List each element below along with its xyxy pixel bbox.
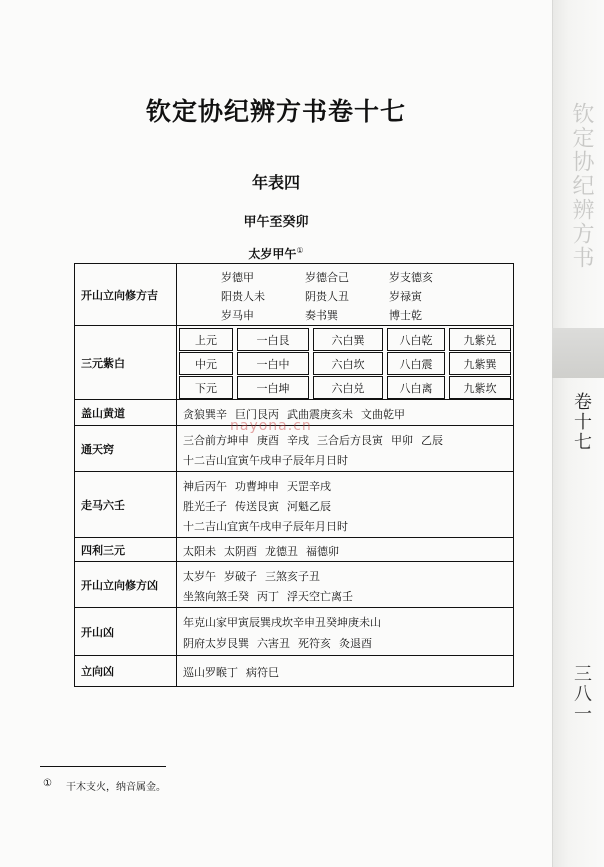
entry: 河魁乙辰: [287, 500, 331, 513]
entry: 福德卯: [306, 545, 339, 558]
row-label: 开山立向修方凶: [75, 562, 177, 607]
row-content: [177, 538, 513, 561]
watermark: nayona.cn: [230, 418, 312, 434]
entry: 功曹坤申: [235, 480, 279, 493]
entry: 岁德甲: [221, 271, 254, 284]
entry: 六害丑: [257, 637, 290, 650]
entry: 三合前方坤申: [183, 434, 249, 447]
star-cell: 六白兑: [313, 376, 383, 399]
entry: 博士乾: [389, 309, 422, 322]
content-line: [183, 664, 287, 680]
entry: 巡山罗睺丁: [183, 666, 238, 679]
table-row: [75, 264, 513, 326]
star-cell: 六白坎: [313, 352, 383, 375]
entry: 坐煞向煞壬癸: [183, 590, 249, 603]
entry: 太阴酉: [224, 545, 257, 558]
content-line: [183, 432, 451, 448]
side-page-number: 三八一: [571, 664, 592, 724]
star-cell: 一白中: [237, 352, 309, 375]
row-content: [177, 562, 513, 607]
entry: 巨门艮丙: [235, 408, 279, 421]
row-label: 盖山黄道: [75, 400, 177, 425]
row-content: [177, 656, 513, 686]
entry: 胜光壬子: [183, 500, 227, 513]
content-line: [183, 568, 328, 584]
star-cell: 八白震: [387, 352, 445, 375]
row-label: 三元紫白: [75, 326, 177, 399]
star-cell: 一白艮: [237, 328, 309, 351]
entry: 浮天空亡离壬: [287, 590, 353, 603]
entry: 岁支德亥: [389, 271, 433, 284]
content-line: 年克山家甲寅辰巽戌坎辛申丑癸坤庚未山: [183, 616, 381, 629]
row-label: 立向凶: [75, 656, 177, 686]
star-cell: 九紫巽: [449, 352, 511, 375]
entry: 辛戌: [287, 434, 309, 447]
entry: 太岁午: [183, 570, 216, 583]
table-row: [75, 656, 513, 686]
content-line: [183, 635, 380, 651]
year-range-title: 甲午至癸卯: [243, 215, 309, 230]
entry: 庚酉: [257, 434, 279, 447]
row-label: 开山凶: [75, 608, 177, 655]
entry: 病符巳: [246, 666, 279, 679]
entry: 岁破子: [224, 570, 257, 583]
yuan-cell: 中元: [179, 352, 233, 375]
entry: 岁禄寅: [389, 290, 422, 303]
entry: 龙德丑: [265, 545, 298, 558]
entry: 文曲乾甲: [361, 408, 405, 421]
star-cell: 六白巽: [313, 328, 383, 351]
content-line: [183, 478, 339, 494]
row-label: 四利三元: [75, 538, 177, 561]
row-content: [177, 426, 513, 471]
star-cell: 八白乾: [387, 328, 445, 351]
content-line: [221, 269, 441, 285]
footnote-text: 干木支火，纳音属金。: [66, 782, 166, 793]
content-line: [183, 498, 339, 514]
section-title: 年表四: [251, 173, 300, 192]
content-line: [183, 588, 361, 604]
entry: 神后丙午: [183, 480, 227, 493]
row-label: 开山立向修方吉: [75, 264, 177, 325]
star-cell: 九紫坎: [449, 376, 511, 399]
row-content: [177, 326, 513, 399]
entry: 奏书巽: [305, 309, 338, 322]
entry: 丙丁: [257, 590, 279, 603]
entry: 传送艮寅: [235, 500, 279, 513]
entry: 岁马申: [221, 309, 254, 322]
side-volume: 卷十七: [571, 392, 592, 452]
footnote-mark: ①: [43, 778, 52, 789]
content-line: [221, 288, 430, 304]
entry: 岁德合己: [305, 271, 349, 284]
entry: 乙辰: [421, 434, 443, 447]
row-content: [177, 400, 513, 425]
entry: 阴贵人丑: [305, 290, 349, 303]
year-heading: [0, 245, 552, 262]
yuan-cell: 下元: [179, 376, 233, 399]
entry: 三煞亥子丑: [265, 570, 320, 583]
table-row: [75, 562, 513, 608]
row-label: 通天窍: [75, 426, 177, 471]
year-heading-text: 太岁甲午: [248, 247, 297, 261]
entry: 太阳未: [183, 545, 216, 558]
chapter-title: 钦定协纪辨方书卷十七: [145, 97, 406, 126]
entry: 武曲震庚亥未: [287, 408, 353, 421]
entry: 阴府太岁艮巽: [183, 637, 249, 650]
star-cell: 一白坤: [237, 376, 309, 399]
content-line: 十二吉山宜寅午戌申子辰年月日时: [183, 454, 348, 467]
almanac-table: [74, 263, 514, 687]
entry: 三合后方艮寅: [317, 434, 383, 447]
content-line: 十二吉山宜寅午戌申子辰年月日时: [183, 520, 348, 533]
entry: 甲卯: [391, 434, 413, 447]
entry: 灸退酉: [339, 637, 372, 650]
row-content: [177, 264, 513, 325]
table-row: [75, 538, 513, 562]
star-cell: 九紫兑: [449, 328, 511, 351]
star-cell: 八白离: [387, 376, 445, 399]
row-label: 走马六壬: [75, 472, 177, 537]
entry: 阳贵人未: [221, 290, 265, 303]
entry: 贪狼巽辛: [183, 408, 227, 421]
table-row: [75, 326, 513, 400]
table-row: [75, 608, 513, 656]
entry: 死符亥: [298, 637, 331, 650]
side-book-name: 钦定协纪辨方书: [569, 102, 594, 270]
side-tab: [552, 328, 604, 378]
table-row: [75, 472, 513, 538]
content-line: [183, 543, 347, 559]
row-content: [177, 608, 513, 655]
row-content: [177, 472, 513, 537]
content-line: [221, 307, 430, 323]
footnote-ref: ①: [296, 246, 304, 255]
footnote-divider: [40, 766, 166, 767]
yuan-cell: 上元: [179, 328, 233, 351]
entry: 天罡辛戌: [287, 480, 331, 493]
